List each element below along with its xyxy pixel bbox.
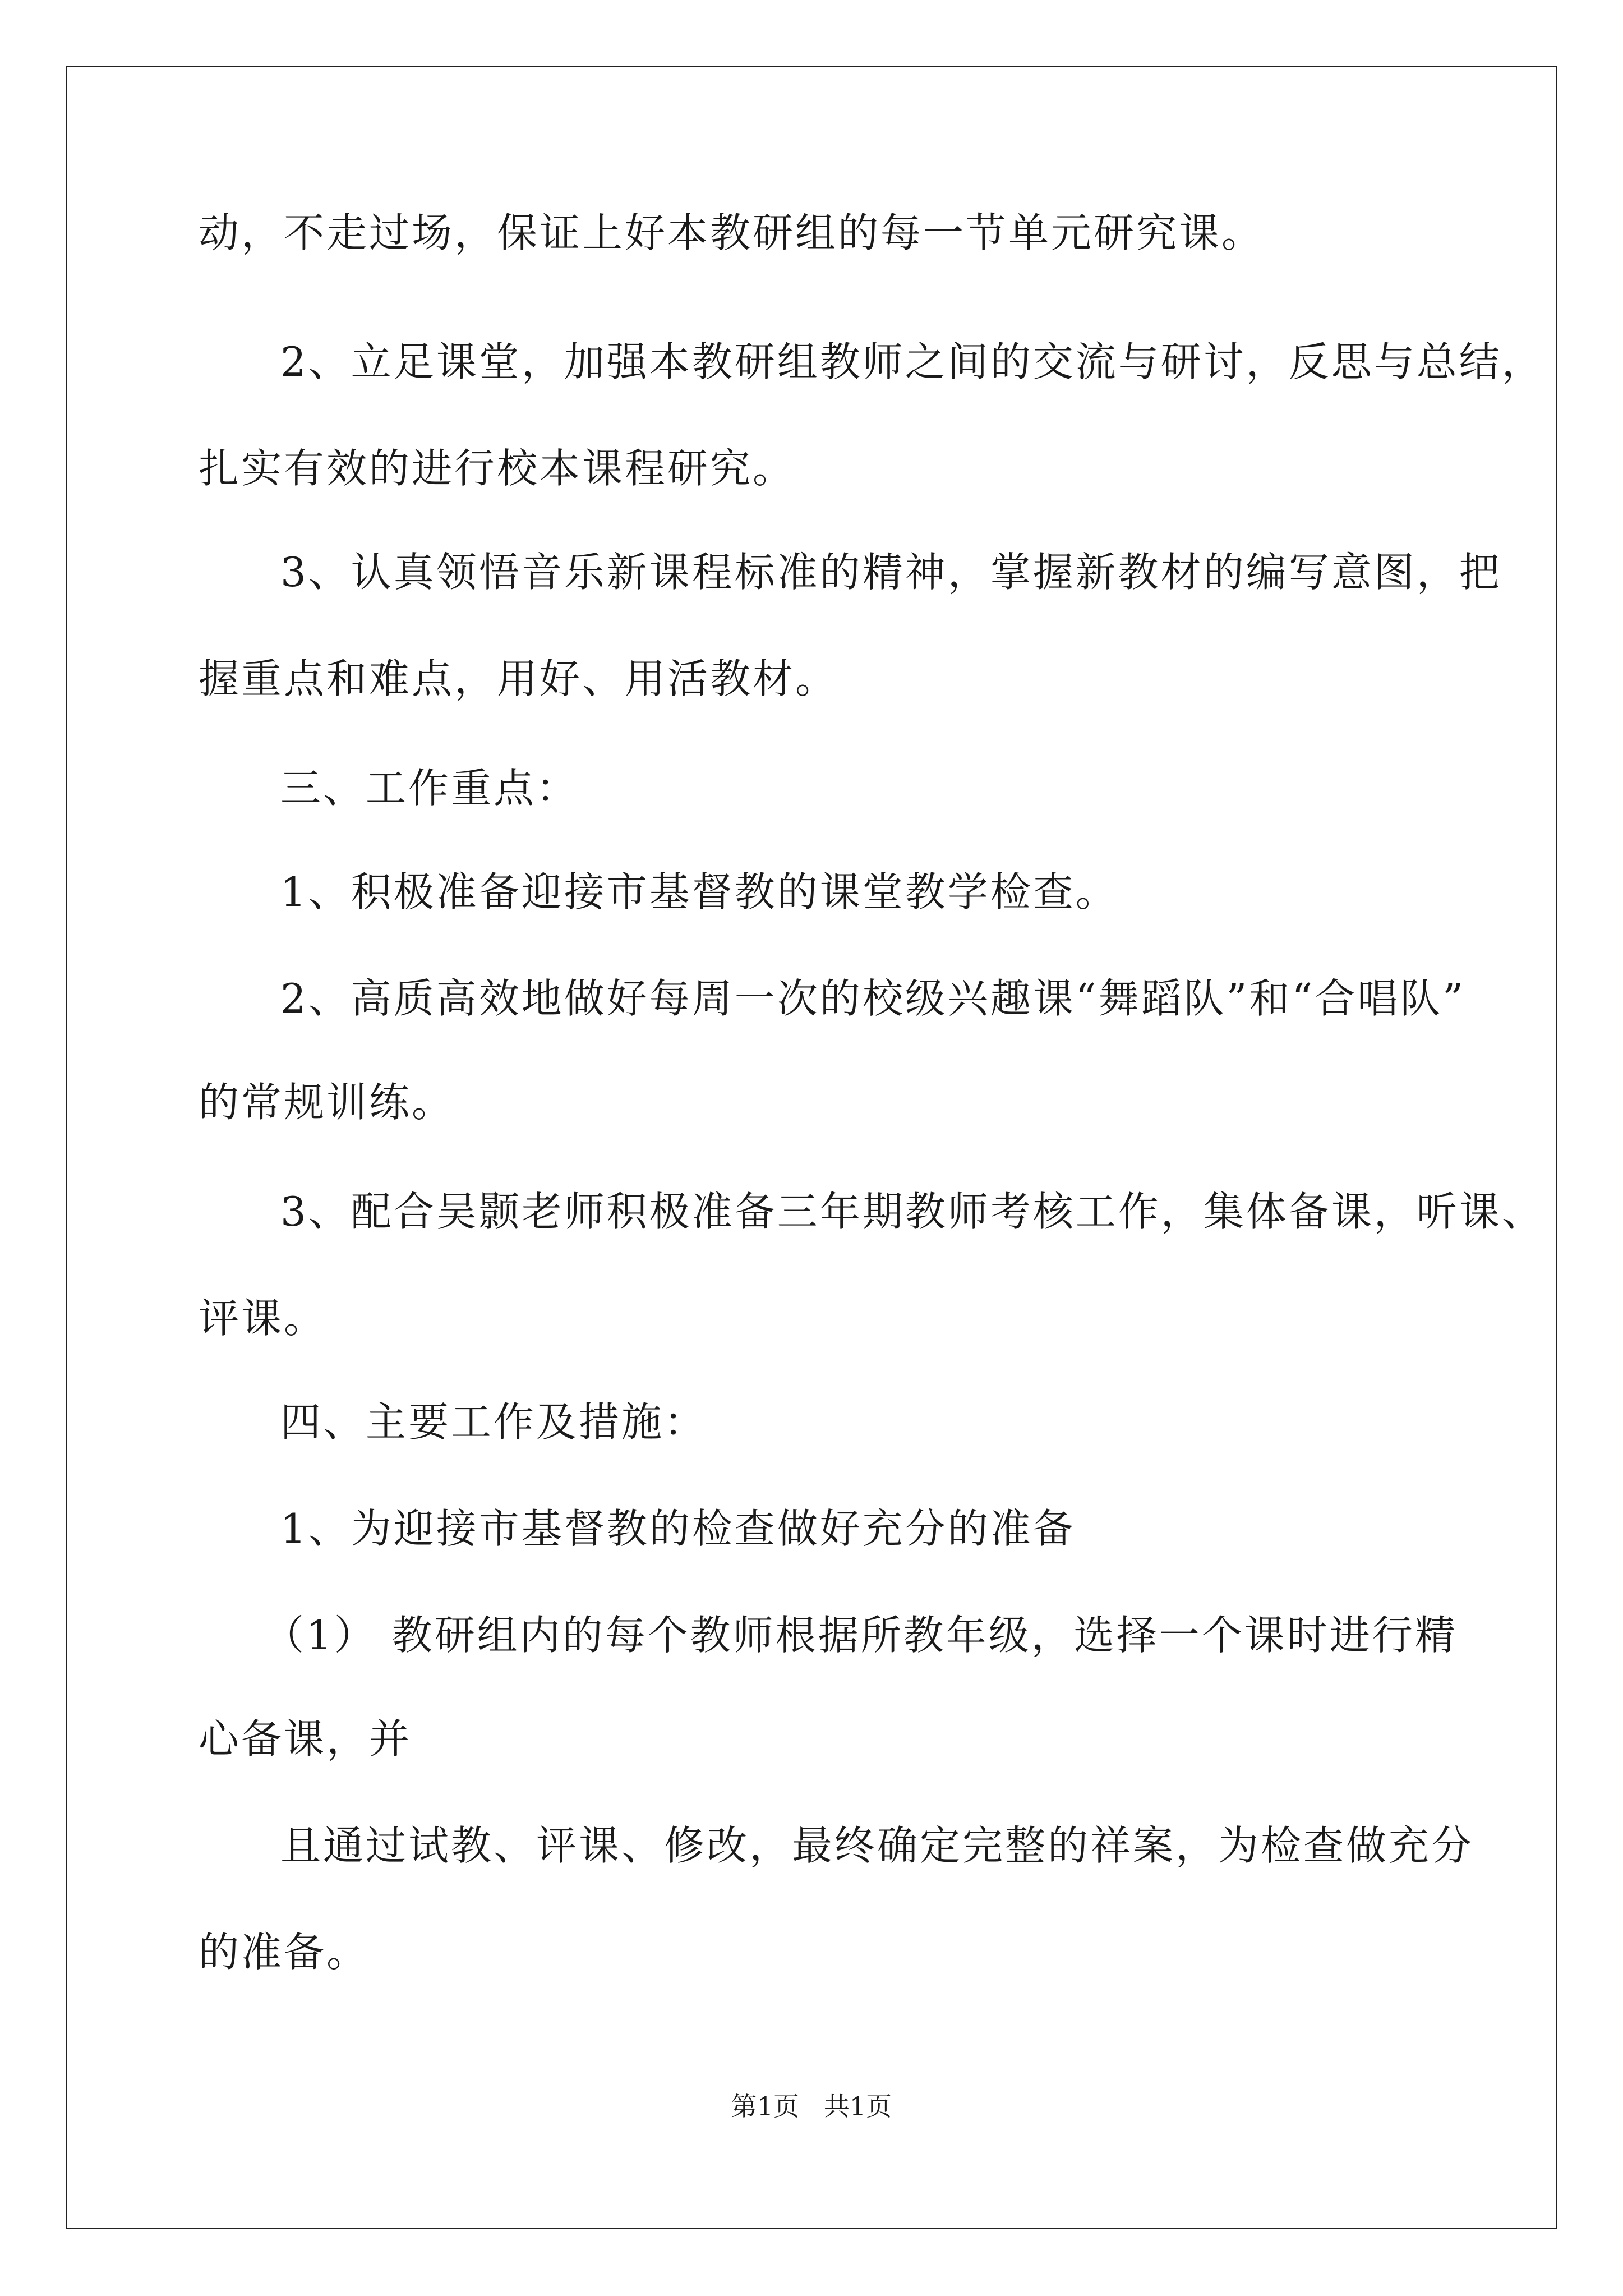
paragraph-line: 2、立足课堂，加强本教研组教师之间的交流与研讨，反思与总结， — [280, 338, 1544, 385]
paragraph-line: 1、为迎接市基督教的检查做好充分的准备 — [280, 1505, 1076, 1552]
paragraph-line: 3、配合吴颢老师积极准备三年期教师考核工作，集体备课，听课、 — [280, 1188, 1544, 1235]
paragraph-line: 3、认真领悟音乐新课程标准的精神，掌握新教材的编写意图，把 — [280, 549, 1502, 596]
page-footer: 第1页 共1页 — [731, 2091, 892, 2122]
page-border — [66, 66, 1557, 2229]
paragraph-line: 的准备。 — [199, 1929, 370, 1976]
paragraph-line: 1、积极准备迎接市基督教的课堂教学检查。 — [280, 868, 1118, 915]
paragraph-line: 且通过试教、评课、修改，最终确定完整的祥案，为检查做充分 — [280, 1822, 1474, 1869]
paragraph-line: 握重点和难点，用好、用活教材。 — [199, 655, 838, 702]
paragraph-line: （1） 教研组内的每个教师根据所教年级，选择一个课时进行精 — [264, 1612, 1458, 1659]
paragraph-line: 2、高质高效地做好每周一次的校级兴趣课“舞蹈队”和“合唱队” — [280, 975, 1466, 1022]
paragraph-line: 扎实有效的进行校本课程研究。 — [199, 445, 796, 492]
paragraph-line: 心备课，并 — [199, 1715, 412, 1763]
section-heading: 三、工作重点： — [280, 765, 579, 812]
paragraph-line: 动，不走过场，保证上好本教研组的每一节单元研究课。 — [199, 209, 1265, 256]
section-heading: 四、主要工作及措施： — [280, 1398, 707, 1446]
paragraph-line: 评课。 — [199, 1295, 327, 1342]
paragraph-line: 的常规训练。 — [199, 1079, 455, 1126]
